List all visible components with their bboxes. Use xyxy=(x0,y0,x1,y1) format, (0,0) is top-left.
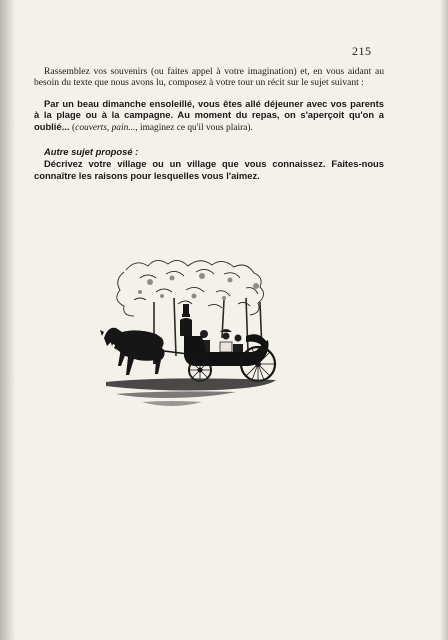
page-number: 215 xyxy=(352,44,372,58)
alternative-text: Décrivez votre village ou un village que vous connaissez. Faites-nous connaître les raisons pour lesquelles vous l'aimez. xyxy=(34,158,384,181)
prompt-examples-italic: couverts, pain... xyxy=(75,122,136,133)
prompt-bold-text: Par un beau dimanche ensoleillé, vous êtes allé déjeuner avec vos parents à la plage ou à la campagne. Au moment du repas, on s'aperçoit qu'on a oublié... xyxy=(34,97,384,132)
coachman xyxy=(180,304,192,336)
carriage-body xyxy=(156,334,269,366)
exercise-prompt xyxy=(34,98,384,134)
page-content xyxy=(34,66,384,181)
carriage-illustration xyxy=(96,252,292,422)
scan-edge-right xyxy=(440,0,448,640)
horses xyxy=(100,328,165,375)
tree-foliage-fill xyxy=(138,273,259,300)
ground-shadow xyxy=(106,378,276,406)
scan-edge-left xyxy=(0,0,14,640)
tree-foliage xyxy=(117,260,264,316)
exercise-intro: Rassemblez vos souvenirs (ou faites appel à votre imagination) et, en vous aidant au besoin du texte que nous avons lu, composez à votre tour un récit sur le sujet suivant : xyxy=(34,66,384,89)
prompt-examples: (couverts, pain..., imaginez ce qu'il vous plaira). xyxy=(72,122,253,133)
alternative-heading: Autre sujet proposé : xyxy=(44,146,139,158)
prompt-tail: , imaginez ce qu'il vous plaira). xyxy=(135,122,253,133)
